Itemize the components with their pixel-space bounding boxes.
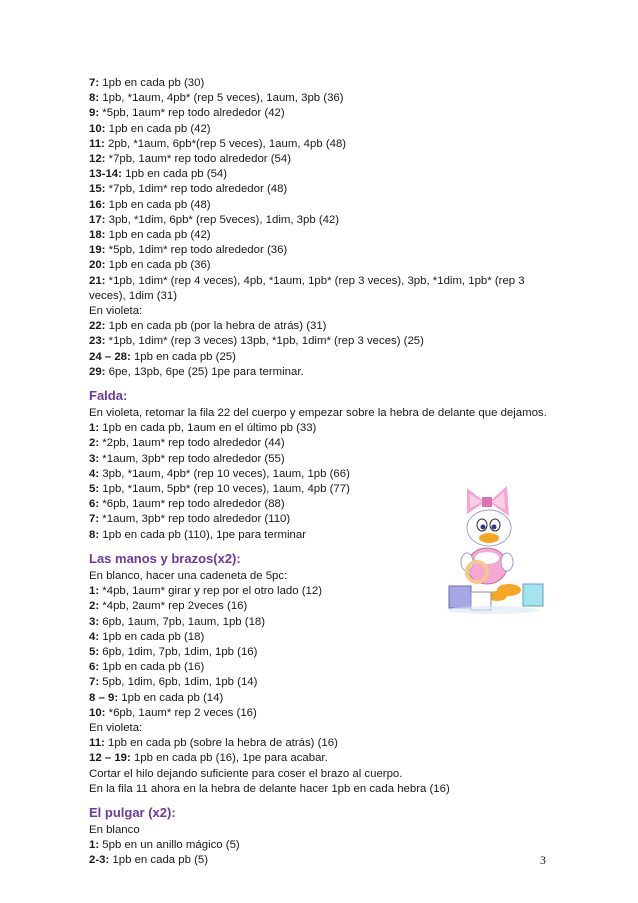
row-label: 8: [89, 528, 100, 541]
row-label: 16: [89, 198, 106, 211]
row-text: *6pb, 1aum* rep 2 veces (16) [105, 706, 257, 719]
row-label: 24 – 28: [89, 350, 131, 363]
row-text: 1pb en cada pb (sobre la hebra de atrás) (16) [104, 737, 338, 750]
baby-daisy-duck-pixel-art-icon [437, 480, 549, 615]
row-text: *4pb, 1aum* girar y rep por el otro lado (12) [99, 585, 323, 598]
body-rows-section [89, 76, 559, 380]
row-label: 17: [89, 213, 106, 226]
row-label: 3: [89, 615, 100, 628]
row-text: *2pb, 1aum* rep todo alrededor (44) [99, 437, 285, 450]
instruction-line [89, 853, 559, 868]
instruction-line [89, 615, 559, 630]
instruction-line [89, 76, 559, 91]
row-label: 8 – 9: [89, 691, 119, 704]
page-number: 3 [540, 853, 546, 867]
row-text: 3pb, *1aum, 4pb* (rep 10 veces), 1aum, 1pb (66) [99, 467, 350, 480]
row-text: 1pb en cada pb, 1aum en el último pb (33) [99, 422, 317, 435]
instruction-line [89, 228, 559, 243]
row-text: 1pb, *1aum, 4pb* (rep 5 veces), 1aum, 3pb (36) [99, 92, 344, 105]
row-label: 29: [89, 365, 106, 378]
instruction-line [89, 630, 559, 645]
instruction-line [89, 304, 559, 319]
row-text: *5pb, 1dim* rep todo alrededor (36) [105, 244, 288, 257]
row-text: *4pb, 2aum* rep 2veces (16) [99, 600, 248, 613]
row-text: 5pb, 1dim, 6pb, 1dim, 1pb (14) [99, 676, 258, 689]
instruction-line [89, 258, 559, 273]
instruction-line [89, 167, 559, 182]
row-text: *5pb, 1aum* rep todo alrededor (42) [99, 107, 285, 120]
falda-heading: Falda: [89, 388, 128, 404]
row-label: 3: [89, 452, 100, 465]
row-label: 7: [89, 77, 100, 89]
row-text: 1pb en cada pb (110), 1pe para terminar [99, 528, 306, 541]
row-label: 5: [89, 645, 100, 658]
document-body [89, 76, 559, 869]
row-label: 15: [89, 183, 106, 196]
row-label: 23: [89, 335, 106, 348]
row-text: *7pb, 1aum* rep todo alrededor (54) [105, 153, 292, 166]
instruction-line [89, 421, 559, 436]
row-text: *1aum, 3pb* rep todo alrededor (110) [99, 513, 291, 526]
row-label: 2: [89, 437, 100, 450]
instruction-line [89, 751, 559, 766]
row-text: En blanco, hacer una cadeneta de 5pc: [89, 569, 288, 582]
row-label: 18: [89, 229, 106, 242]
row-label: 4: [89, 467, 100, 480]
instruction-line [89, 452, 559, 467]
instruction-line [89, 782, 559, 797]
row-text: 5pb en un anillo mágico (5) [99, 839, 240, 852]
instruction-line [89, 706, 559, 721]
row-text: 1pb en cada pb (48) [105, 198, 211, 211]
row-label: 10: [89, 122, 106, 135]
instruction-line [89, 319, 559, 334]
row-text: En la fila 11 ahora en la hebra de delante hacer 1pb en cada hebra (16) [89, 782, 450, 795]
row-label: 11: [89, 737, 105, 750]
row-label: 5: [89, 483, 100, 496]
instruction-line [89, 198, 559, 213]
row-text: 1pb en cada pb (5) [109, 854, 209, 867]
row-label: 12 – 19: [89, 752, 131, 765]
row-text: 1pb en cada pb (36) [105, 259, 211, 272]
row-text: *7pb, 1dim* rep todo alrededor (48) [105, 183, 288, 196]
row-text: 6pe, 13pb, 6pe (25) 1pe para terminar. [105, 365, 304, 378]
row-label: 13-14: [89, 168, 122, 181]
instruction-line [89, 213, 559, 228]
instruction-line [89, 436, 559, 451]
row-label: 1: [89, 839, 100, 852]
row-text: *1aum, 3pb* rep todo alrededor (55) [99, 452, 285, 465]
instruction-line [89, 243, 559, 258]
row-text: 1pb en cada pb (por la hebra de atrás) (31) [105, 320, 327, 333]
row-label: 1: [89, 422, 100, 435]
manos-heading: Las manos y brazos(x2): [89, 550, 241, 566]
row-label: 1: [89, 585, 100, 598]
instruction-line [89, 675, 559, 690]
instruction-line [89, 274, 559, 304]
instruction-line [89, 182, 559, 197]
pulgar-rows [89, 823, 559, 869]
row-label: 4: [89, 630, 100, 643]
row-text: *1pb, 1dim* (rep 4 veces), 4pb, *1aum, 1pb* (rep 3 veces), 3pb, *1dim, 1pb* (rep 3 veces), 1dim (31) [89, 274, 525, 302]
row-text: En violeta: [89, 721, 143, 734]
instruction-line [89, 823, 559, 838]
row-label: 22: [89, 320, 106, 333]
instruction-line [89, 736, 559, 751]
instruction-line [89, 721, 559, 736]
instruction-line [89, 152, 559, 167]
row-text: 1pb en cada pb (54) [121, 168, 228, 181]
instruction-line [89, 645, 559, 660]
row-text: 6pb, 1dim, 7pb, 1dim, 1pb (16) [99, 645, 258, 658]
row-text: 2pb, *1aum, 6pb*(rep 5 veces), 1aum, 4pb (48) [104, 137, 347, 150]
row-text: 1pb en cada pb (25) [130, 350, 236, 363]
row-label: 2: [89, 600, 100, 613]
row-label: 7: [89, 513, 100, 526]
row-label: 19: [89, 244, 106, 257]
row-text: 1pb en cada pb (42) [105, 229, 211, 242]
instruction-line [89, 406, 559, 421]
row-text: 3pb, *1dim, 6pb* (rep 5veces), 1dim, 3pb (42) [105, 213, 340, 226]
instruction-line [89, 660, 559, 675]
row-text: 1pb en cada pb (16), 1pe para acabar. [130, 752, 328, 765]
row-text: En blanco [89, 823, 140, 836]
row-label: 21: [89, 274, 106, 287]
instruction-line [89, 838, 559, 853]
instruction-line [89, 350, 559, 365]
row-label: 11: [89, 137, 105, 150]
row-text: En violeta: [89, 305, 143, 318]
pulgar-heading: El pulgar (x2): [89, 804, 176, 820]
row-text: 1pb en cada pb (16) [99, 661, 205, 674]
row-label: 8: [89, 92, 100, 105]
instruction-line [89, 137, 559, 152]
row-label: 7: [89, 676, 100, 689]
row-text: 6pb, 1aum, 7pb, 1aum, 1pb (18) [99, 615, 266, 628]
row-text: *1pb, 1dim* (rep 3 veces) 13pb, *1pb, 1dim* (rep 3 veces) (25) [105, 335, 424, 348]
instruction-line [89, 767, 559, 782]
row-label: 12: [89, 153, 106, 166]
instruction-line [89, 365, 559, 380]
row-text: 1pb en cada pb (18) [99, 630, 205, 643]
row-text: 1pb, *1aum, 5pb* (rep 10 veces), 1aum, 4pb (77) [99, 483, 350, 496]
row-label: 9: [89, 107, 100, 120]
row-text: 1pb en cada pb (42) [105, 122, 211, 135]
row-text: En violeta, retomar la fila 22 del cuerpo y empezar sobre la hebra de delante que dejamos. [89, 407, 547, 420]
row-text: Cortar el hilo dejando suficiente para coser el brazo al cuerpo. [89, 767, 403, 780]
instruction-line [89, 334, 559, 349]
instruction-line [89, 106, 559, 121]
instruction-line [89, 691, 559, 706]
row-label: 20: [89, 259, 106, 272]
row-text: *6pb, 1aum* rep todo alrededor (88) [99, 498, 285, 511]
row-text: 1pb en cada pb (14) [118, 691, 224, 704]
row-label: 6: [89, 661, 100, 674]
instruction-line [89, 91, 559, 106]
row-text: 1pb en cada pb (30) [99, 77, 205, 89]
row-label: 2-3: [89, 854, 110, 867]
row-label: 10: [89, 706, 106, 719]
instruction-line [89, 122, 559, 137]
row-label: 6: [89, 498, 100, 511]
